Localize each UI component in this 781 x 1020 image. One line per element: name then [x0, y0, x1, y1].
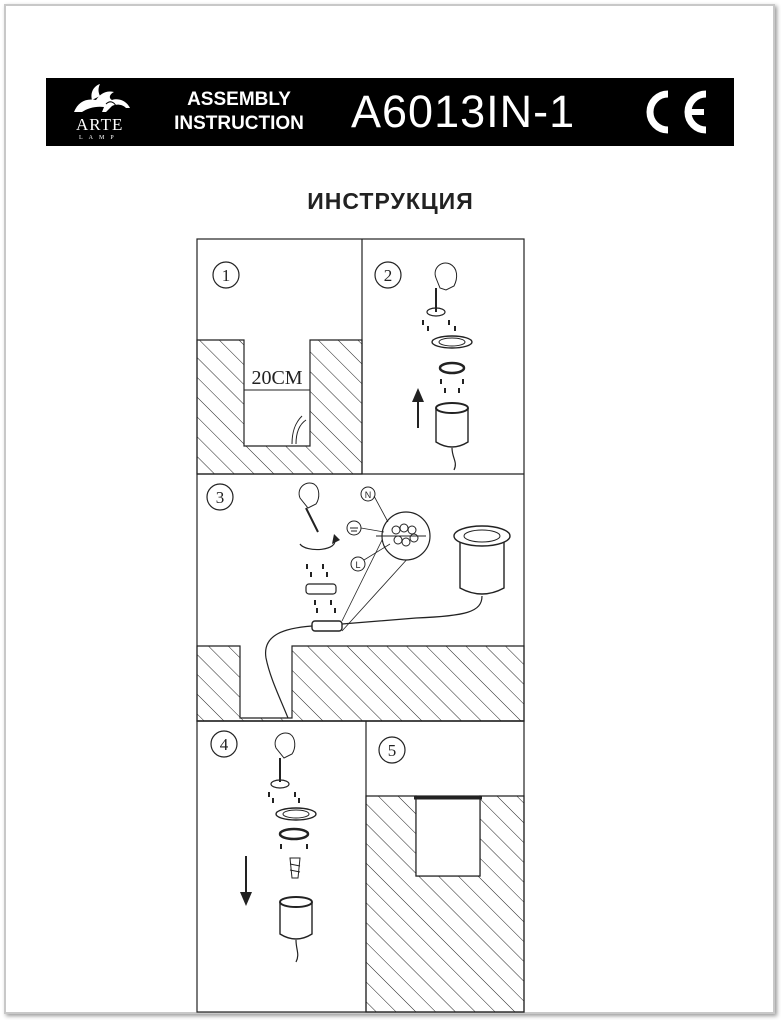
step-3-panel	[197, 483, 524, 721]
terminal-block	[312, 621, 342, 631]
model-number: A6013IN-1	[351, 86, 576, 137]
assembly-diagram	[196, 238, 526, 1014]
assembly-line-2: INSTRUCTION	[174, 113, 304, 134]
step-5-number: 5	[387, 741, 397, 760]
step-4-number: 4	[219, 735, 229, 754]
step-5-panel	[366, 737, 524, 1012]
logo-subtext: LAMP	[79, 135, 120, 141]
cable-end	[292, 416, 306, 444]
griffin-icon	[56, 82, 146, 116]
connector-cover	[306, 584, 336, 594]
step-3-number: 3	[215, 488, 225, 507]
step-2-number: 2	[383, 266, 393, 285]
ce-mark-icon	[636, 82, 716, 142]
logo-word: ARTE	[76, 115, 124, 134]
page-title: ИНСТРУКЦИЯ	[307, 188, 474, 214]
screws	[422, 320, 456, 331]
gasket-ring	[440, 363, 464, 373]
arte-lamp-logo	[56, 82, 146, 142]
step-4-panel	[211, 731, 316, 962]
live-label: L	[355, 560, 361, 570]
bulb-icon	[290, 858, 300, 878]
depth-label: 20CM	[251, 367, 303, 389]
assembly-instruction-label	[164, 88, 314, 136]
screwdriver-icon-3	[306, 508, 318, 532]
step-1-panel	[197, 262, 362, 474]
assembly-line-1: ASSEMBLY	[187, 89, 291, 110]
hand-icon-3	[299, 483, 319, 508]
neutral-label: N	[364, 490, 372, 500]
header-bar	[46, 78, 734, 146]
step-1-number: 1	[221, 266, 231, 285]
installed-lamp	[416, 796, 480, 876]
step-2-panel	[375, 262, 472, 470]
hand-icon-4	[275, 733, 295, 758]
hand-icon	[435, 263, 457, 290]
